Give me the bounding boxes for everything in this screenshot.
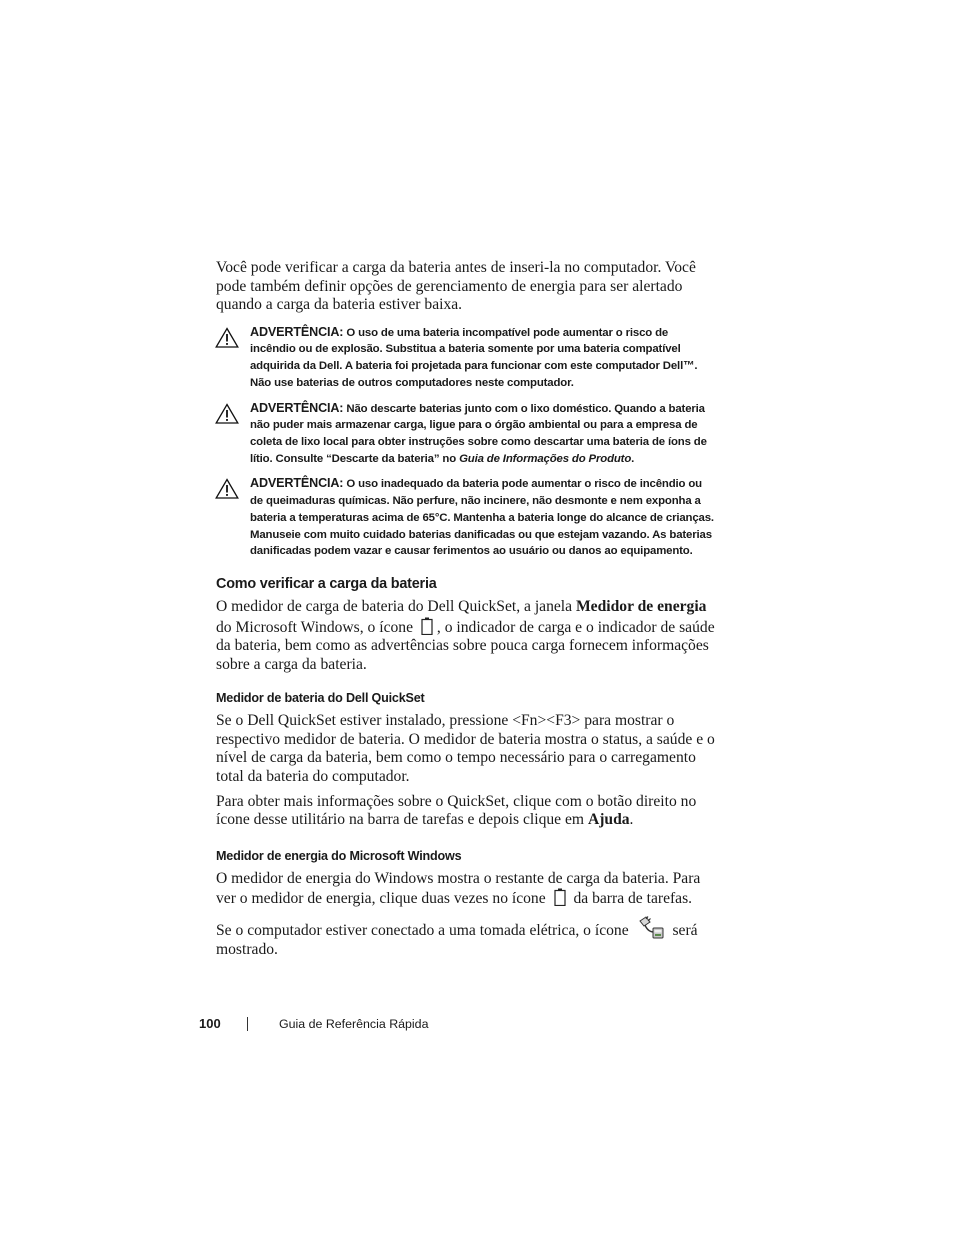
help-menu-item-name: Ajuda xyxy=(587,811,630,829)
quickset-help-paragraph xyxy=(216,793,716,830)
windows-text: O medidor de energia do Windows mostra o restante de carga da bateria. Para ver o medidor de energia, clique duas vezes no ícone xyxy=(216,869,701,908)
battery-icon xyxy=(421,617,433,635)
section-text: do Microsoft Windows, o ícone xyxy=(216,618,414,636)
windows-subtitle: Medidor de energia do Microsoft Windows xyxy=(216,848,462,863)
warning-text: O uso de uma bateria incompatível pode aumentar o risco de incêndio ou de explosão. Substitua a bateria somente por uma bateria compatível adquirida da Dell. A bateria foi projetada para funcionar com este computador Dell™. Não use baterias de outros computadores neste computador. xyxy=(250,326,698,389)
windows-ac-paragraph xyxy=(216,915,716,960)
intro-paragraph: Você pode verificar a carga da bateria antes de inseri-la no computador. Você pode também definir opções de gerenciamento de energia para ser alertado quando a carga da bateria estiver baixa. xyxy=(216,259,696,314)
ac-power-plug-icon xyxy=(637,915,665,941)
quickset-help-text: . xyxy=(629,811,634,829)
power-meter-window-name: Medidor de energia xyxy=(575,597,707,615)
warning-label: ADVERTÊNCIA: xyxy=(250,400,344,415)
guide-title: Guia de Referência Rápida xyxy=(279,1017,429,1031)
footer-divider xyxy=(247,1017,248,1031)
section-text: O medidor de carga de bateria do Dell QuickSet, a janela xyxy=(216,597,573,615)
quickset-help-text: Para obter mais informações sobre o QuickSet, clique com o botão direito no ícone desse utilitário na barra de tarefas e depois clique em xyxy=(216,792,697,829)
windows-paragraph xyxy=(216,870,716,909)
windows-text: da barra de tarefas. xyxy=(573,890,693,908)
warning-triangle-icon xyxy=(215,327,239,348)
warning-label: ADVERTÊNCIA: xyxy=(250,476,344,491)
windows-ac-text: Se o computador estiver conectado a uma tomada elétrica, o ícone xyxy=(216,922,629,940)
section-paragraph xyxy=(216,598,716,674)
warning-disposal xyxy=(216,400,716,468)
section-text: , o indicador de carga e o indicador de saúde da bateria, bem como as advertências sobre pouca carga fornecem informações sobre a carga da bateria. xyxy=(216,618,715,673)
warning-text: O uso inadequado da bateria pode aumentar o risco de incêndio ou de queimaduras químicas. Não perfure, não incinere, não desmonte e nem exponha a bateria a temperaturas acima de 65°C. Mantenha a bateria longe do alcance de crianças. Manuseie com muito cuidado baterias danificadas ou que estejam vazando. As baterias danificadas podem vazar e causar ferimentos ao usuário ou danos ao equipamento. xyxy=(250,478,714,558)
quickset-subtitle: Medidor de bateria do Dell QuickSet xyxy=(216,691,425,706)
warning-text: Não descarte baterias junto com o lixo doméstico. Quando a bateria não puder mais armazenar carga, ligue para o órgão ambiental ou para a empresa de coleta de lixo local para obter instruções sobre como descartar uma bateria de íons de lítio. Consulte “Descarte da bateria” no xyxy=(250,402,707,465)
warning-misuse xyxy=(216,475,716,560)
warning-text-end: . xyxy=(631,452,635,465)
quickset-paragraph: Se o Dell QuickSet estiver instalado, pressione <Fn><F3> para mostrar o respectivo medidor de bateria. O medidor de bateria mostra o status, a saúde e o nível de carga da bateria, bem como o tempo necessário para o carregamento total da bateria do computador. xyxy=(216,712,715,786)
section-title: Como verificar a carga da bateria xyxy=(216,575,437,592)
battery-icon xyxy=(554,888,566,906)
product-info-guide-title: Guia de Informações do Produto xyxy=(459,452,632,465)
warning-triangle-icon xyxy=(215,478,239,499)
warning-label: ADVERTÊNCIA: xyxy=(250,324,344,339)
page-number: 100 xyxy=(199,1016,221,1031)
windows-ac-text: será mostrado. xyxy=(216,922,698,959)
warning-triangle-icon xyxy=(215,403,239,424)
page-content xyxy=(216,259,716,960)
warning-incompatible-battery xyxy=(216,324,716,392)
